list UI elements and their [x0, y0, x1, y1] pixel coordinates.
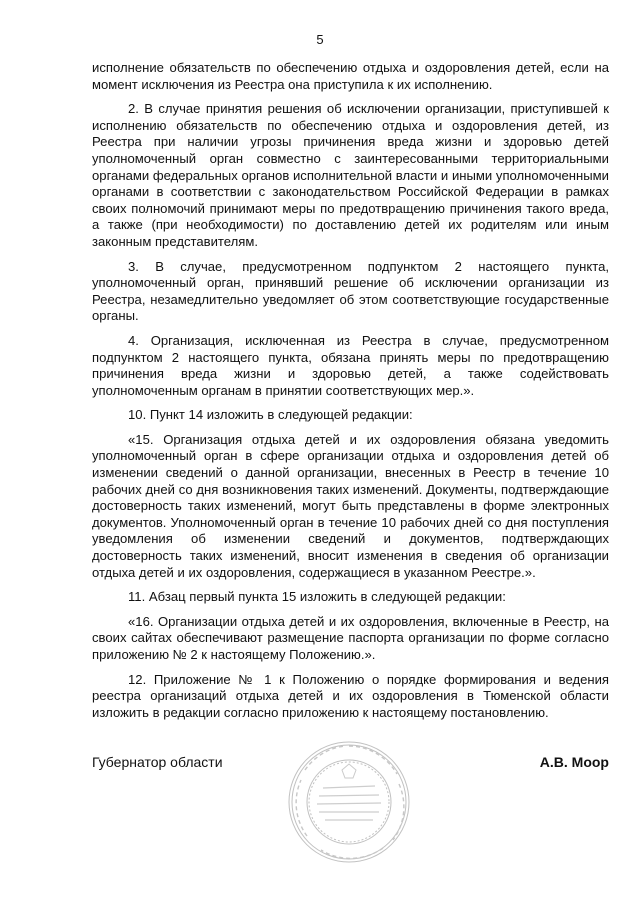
paragraph-quoted-15: «15. Организация отдыха детей и их оздоровления обязана уведомить уполномоченный орган в сфере организации отдыха и оздоровления детей об изменении сведений о данной организации, внесенных в Реестр в течение 10 рабочих дней со дня возникновения таких изменений. Документы, подтверждающие достоверность таких изменений, могут быть представлены в форме электронных документов. Уполномоченный орган в течение 10 рабочих дней со дня поступления уведомления об изменении сведений и документов, подтверждающих достоверность таких изменений, вносит изменения в сведения об организации отдыха детей и их оздоровления, содержащиеся в указанном Реестре.». — [92, 431, 609, 580]
paragraph-quoted-16: «16. Организации отдыха детей и их оздоровления, включенные в Реестр, на своих сайтах обеспечивают размещение паспорта организации по форме согласно приложению № 2 к настоящему Положению.». — [92, 613, 609, 662]
signatory-name: А.В. Моор — [539, 754, 609, 770]
paragraph-amendment-10: 10. Пункт 14 изложить в следующей редакции: — [128, 407, 413, 423]
paragraph-item-2: 2. В случае принятия решения об исключении организации, приступившей к исполнению обязательств по обеспечению отдыха и оздоровления детей, из Реестра при наличии угрозы причинения вреда жизни и здоровью детей уполномоченный орган совместно с заинтересованными территориальными органами федеральных органов исполнительной власти и иными уполномоченными органами в соответствии с законодательством Российской Федерации в рамках своих полномочий принимают меры по предотвращению причинения такого вреда, а также (при необходимости) по доставлению детей их родителям или иным законным представителям. — [92, 101, 609, 249]
document-body — [92, 60, 609, 729]
page-number: 5 — [316, 32, 324, 47]
official-seal-icon — [287, 740, 411, 864]
signatory-position: Губернатор области — [92, 754, 223, 770]
paragraph-amendment-12: 12. Приложение № 1 к Положению о порядке формирования и ведения реестра организаций отдыха детей и их оздоровления в Тюменской области изложить в редакции согласно приложению к настоящему постановлению. — [92, 671, 609, 720]
paragraph-continuation: исполнение обязательств по обеспечению отдыха и оздоровления детей, если на момент исключения из Реестра она приступила к их исполнению. — [92, 60, 609, 92]
paragraph-item-3: 3. В случае, предусмотренном подпунктом 2 настоящего пункта, уполномоченный орган, принявший решение об исключении организации из Реестра, незамедлительно уведомляет об этом соответствующие государственные органы. — [92, 258, 609, 324]
paragraph-amendment-11: 11. Абзац первый пункта 15 изложить в следующей редакции: — [128, 589, 506, 605]
paragraph-item-4: 4. Организация, исключенная из Реестра в случае, предусмотренном подпунктом 2 настоящего пункта, обязана принять меры по предотвращению причинения вреда жизни и здоровью детей, а также содействовать уполномоченным органам в принятии соответствующих мер.». — [92, 332, 609, 398]
